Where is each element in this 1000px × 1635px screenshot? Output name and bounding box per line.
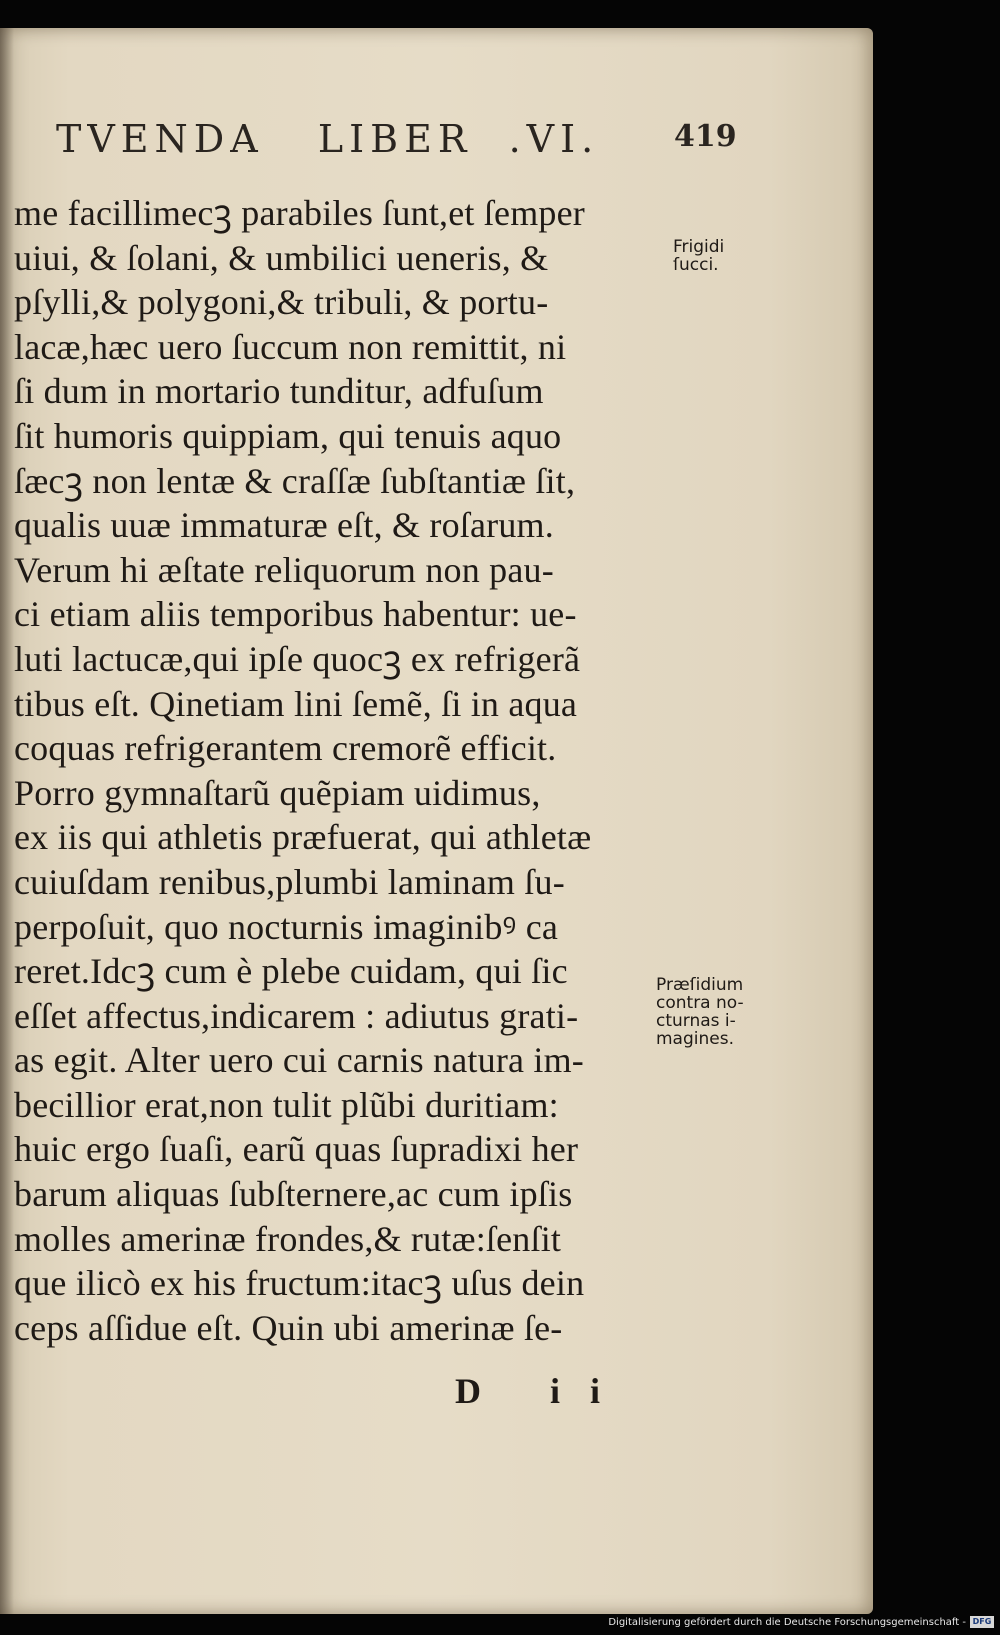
text-line: luti lactucæ,qui ipſe quocꝫ ex refrigerã xyxy=(14,638,581,679)
text-line: cuiuſdam renibus,plumbi laminam ſu- xyxy=(14,861,565,902)
text-line: pſylli,& polygoni,& tribuli, & portu- xyxy=(14,282,549,323)
text-line: ſæcꝫ non lentæ & craſſæ ſubſtantiæ ſit, xyxy=(14,460,576,501)
text-line: ſit humoris quippiam, qui tenuis aquo xyxy=(14,415,562,456)
text-line: Porro gymnaſtarũ quẽpiam uidimus, xyxy=(14,772,541,813)
text-line: ceps aſſidue eſt. Quin ubi amerinæ ſe- xyxy=(14,1307,563,1348)
text-line: barum aliquas ſubſternere,ac cum ipſis xyxy=(14,1174,573,1215)
running-head-title: TVENDA LIBER .VI. xyxy=(56,117,600,161)
text-line: becillior erat,non tulit plũbi duritiam: xyxy=(14,1084,559,1125)
text-line: perpoſuit, quo nocturnis imaginibꝰ ca xyxy=(14,906,559,947)
text-line: ſi dum in mortario tunditur, adfuſum xyxy=(14,371,544,412)
book-page xyxy=(0,28,873,1614)
text-line: as egit. Alter uero cui carnis natura im- xyxy=(14,1040,584,1081)
footer-credit: Digitalisierung gefördert durch die Deutsche Forschungsgemeinschaft - xyxy=(608,1616,966,1628)
text-line: reret.Idcꝫ cum è plebe cuidam, qui ſic xyxy=(14,951,568,992)
text-line: eſſet affectus,indicarem : adiutus grati- xyxy=(14,995,579,1036)
digitization-footer xyxy=(608,1613,994,1631)
text-line: ex iis qui athletis præfuerat, qui athletæ xyxy=(14,817,592,858)
text-line: uiui, & ſolani, & umbilici ueneris, & xyxy=(14,237,549,278)
text-line: lacæ,hæc uero ſuccum non remittit, ni xyxy=(14,326,567,367)
marginal-note-praesidium: Præſidium contra no- cturnas i- magines. xyxy=(656,975,744,1049)
text-line: ci etiam aliis temporibus habentur: ue- xyxy=(14,594,577,635)
text-line: me facillimecꝫ parabiles ſunt,et ſemper xyxy=(14,193,585,233)
page-number: 419 xyxy=(674,119,737,154)
marginal-note-frigidi: Frigidi ſucci. xyxy=(673,237,725,275)
text-line: huic ergo ſuaſi, earũ quas ſupradixi her xyxy=(14,1129,579,1170)
text-line: que ilicò ex his fructum:itacꝫ uſus dein xyxy=(14,1263,585,1304)
text-line: Verum hi æſtate reliquorum non pau- xyxy=(14,549,554,590)
text-line: tibus eſt. Qinetiam lini ſemẽ, ſi in aqua xyxy=(14,683,578,724)
signature-mark: D ii xyxy=(455,1371,631,1411)
body-text xyxy=(14,191,674,1350)
text-line: qualis uuæ immaturæ eſt, & roſarum. xyxy=(14,505,554,546)
text-line: coquas refrigerantem cremorẽ efficit. xyxy=(14,728,557,769)
dfg-logo-icon: DFG xyxy=(970,1616,994,1628)
text-line: molles amerinæ frondes,& rutæ:ſenſit xyxy=(14,1218,562,1259)
running-head xyxy=(56,117,736,167)
